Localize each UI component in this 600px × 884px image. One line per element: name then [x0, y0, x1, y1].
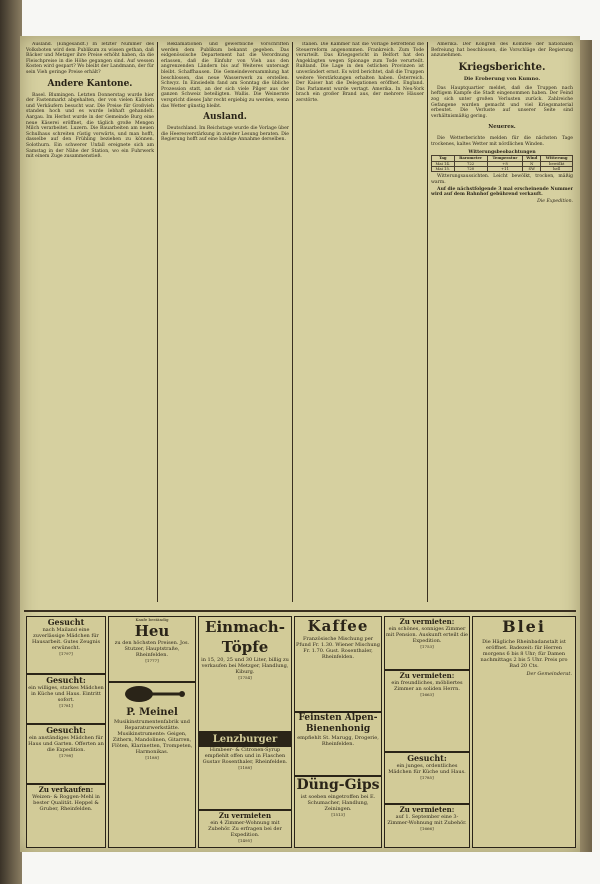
ad-footnote: [1797]: [59, 651, 73, 656]
col1-section-title: Andere Kantone.: [47, 78, 133, 89]
column-4: [431, 42, 573, 608]
ad-footnote: [1495]: [238, 838, 252, 843]
col4-notice: Auf die nächstfolgende 3 mal erscheinende Nummer wird auf dem Bahnhof gebührend verkauft.: [431, 186, 573, 198]
ad-body: auf 1. September eine 3-Zimmer-Wohnung mit Zubehör.: [387, 814, 467, 826]
violin-icon: [117, 683, 187, 705]
ad-title: Blei: [502, 617, 546, 636]
ad-title: Zu vermieten:: [399, 617, 455, 626]
ad-footnote: [1777]: [145, 658, 159, 663]
ad-body: empfiehlt St. Marugg, Drogerie, Rheinfelden.: [297, 735, 379, 747]
ad-einmach-toepfe: [198, 616, 292, 732]
table-cell: +8: [487, 161, 523, 166]
table-header: Tag: [432, 156, 455, 161]
col1-bottom-text: Basel. Blumingen. Letzten Donnerstag wurde hier der Fastenmarkt abgehalten, der von vielen Käufern und Verkäufern besucht war. Die Preise für Großvieh standen hoch und es wurde lebhaft gehandelt. Aargau. Im Herbst wurde in der Gemeinde Burg eine neue Käserei eröffnet, die täglich große Mengen Milch verarbeitet. Luzern. Die Bauarbeiten am neuen Schulhaus schreiten rüstig vorwärts, und man hofft, dasselbe auf den Frühling beziehen zu können. Solothurn. Ein schwerer Unfall ereignete sich am Samstag in der Nähe der Station, wo ein Fuhrwerk mit einem Zuge zusammenstieß.: [26, 92, 154, 160]
ad-title: Zu verkaufen:: [38, 785, 94, 794]
table-cell: 722: [454, 161, 487, 166]
ad-title: Zu vermieten:: [399, 805, 455, 814]
column-1: [26, 42, 154, 608]
ad-title: Feinsten Alpen-Bienenhonig: [298, 713, 378, 734]
weather-table: [431, 155, 573, 172]
ad-title: Kaffee: [307, 617, 369, 635]
ad-zu-vermieten-3: [384, 804, 470, 848]
ad-gesucht-maedchen-2: [26, 724, 106, 784]
ad-zu-vermieten-wohnung: [198, 810, 292, 848]
table-header: Witterung: [541, 156, 573, 161]
ad-title: Gesucht:: [46, 725, 86, 735]
col4-top-text: Amerika. Der Kongreß des Komitee der nationalen Befreiung hat beschlossen, die Vorschläge der Regierung anzunehmen.: [431, 42, 573, 59]
col4-subheading-2: Neueres.: [488, 124, 516, 131]
ad-body: ein freundliches, möbliertes Zimmer an soliden Herrn.: [391, 680, 463, 692]
col4-signature: Die Expedition.: [537, 198, 573, 204]
ad-body: nach Mailand eine zuverlässige Mädchen für Hausarbeit. Gutes Zeugnis erwünscht.: [31, 627, 101, 651]
table-header: Wind: [523, 156, 541, 161]
ad-footnote: [1188]: [238, 765, 252, 770]
table-cell: hell: [541, 166, 573, 171]
page-edge: [578, 40, 592, 852]
ad-gesucht-3: [384, 752, 470, 804]
ad-zu-vermieten-1: [384, 616, 470, 670]
ad-gesucht-mailand: [26, 616, 106, 674]
ad-footnote: [1781]: [59, 703, 73, 708]
table-cell: Mai 15.: [432, 166, 455, 171]
column-divider: [292, 42, 293, 602]
table-cell: SW: [523, 166, 541, 171]
ad-body: ein williges, starkes Mädchen in Küche und Haus. Eintritt sofort.: [28, 685, 104, 703]
ad-title: Heu: [134, 622, 170, 640]
ad-body: Französische Mischung per Pfund Fr. 1.30. Wiener Mischung Fr. 1.70. Gust. Rosenthaler, Rheinfelden.: [296, 636, 380, 660]
col4-text-2: Die Wetterberichte melden für die nächsten Tage trockenes, kaltes Wetter mit nördlichen Winden.: [431, 136, 573, 147]
col3-text: Italien. Die Kammer hat die Vorlage betreffend die Steuerreform angenommen. Frankreich. Zum Tode verurteilt. Das Kriegsgericht in Belfort hat den Angeklagten wegen Spionage zum Tode verurteilt. Rußland. Die Lage in den östlichen Provinzen ist unverändert ernst. Es wird berichtet, daß die Truppen weitere Verstärkungen erhalten haben. Österreich. Der Kaiser hat die Delegationen eröffnet. England. Das Parlament wurde vertagt. Amerika. In Neu-York brach ein großer Brand aus, der mehrere Häuser zerstörte.: [296, 42, 424, 103]
newspaper-page: [20, 36, 580, 852]
col2-bottom-text: Deutschland. Im Reichstage wurde die Vorlage über die Heeresverstärkung in zweiter Lesung beraten. Die Regierung hofft auf eine baldige Annahme derselben.: [161, 126, 289, 143]
ad-kaffee: [294, 616, 382, 712]
ad-signature: Der Gemeinderat.: [526, 671, 572, 677]
table-cell: Mai 14.: [432, 161, 455, 166]
ad-body: ein anständiges Mädchen für Haus und Garten. Offerten an die Expedition.: [28, 735, 104, 753]
col4-subheading: Die Eroberung von Kumno.: [463, 75, 541, 82]
ad-body: in 15, 20, 25 und 30 Liter, billig zu verkaufen bei Metzger, Handlung, Kiburg.: [201, 657, 289, 675]
ad-title: P. Meinel: [126, 707, 178, 718]
ad-title: Gesucht:: [407, 753, 447, 763]
ad-zu-vermieten-2: [384, 670, 470, 752]
ad-gesucht-maedchen: [26, 674, 106, 724]
table-cell: 720: [454, 166, 487, 171]
ad-body: Himbeer- & Citronen-Syrup empfiehlt offen und in Flaschen Gustav Rosenthaler, Rheinfelden.: [202, 747, 288, 765]
table-header: Barometer: [454, 156, 487, 161]
table-header: Temperatur: [487, 156, 523, 161]
ad-footnote: [1754]: [238, 675, 252, 680]
ads-divider: [24, 610, 576, 612]
col4-text: Das Hauptquartier meldet, daß die Truppen nach heftigem Kampfe die Stadt eingenommen haben. Der Feind zog sich unter großen Verlusten zurück. Zahlreiche Gefangene wurden gemacht und viel Kriegsmaterial erbeutet. Die Verluste auf unserer Seite sind verhältnismäßig gering.: [431, 85, 573, 119]
ad-body: Die Hägliche Rheinbadanstalt ist eröffnet. Badezeit: für Herren morgens 6 bis 8 Uhr; für Damen nachmittags 2 bis 5 Uhr. Preis pro Bad 20 Cts.: [480, 639, 568, 669]
ad-meinel-musikinstrumente: [108, 682, 196, 848]
column-2: [161, 42, 289, 608]
ad-lenzburger-syrup: [198, 732, 292, 810]
ad-title: Lenzburger: [199, 733, 291, 747]
ad-title: Zu vermieten: [218, 811, 272, 820]
col2-text: Reklamationen und gewerbliche Vorschriften werden dem Publikum bekannt gegeben. Das eidgenössische Departement hat die Verordnung erlassen, daß die Einfuhr von Vieh aus den angrenzenden Ländern bis auf Weiteres untersagt bleibt. Schaffhausen. Die Gemeindeversammlung hat beschlossen, das neue Wasserwerk zu erstellen. Schwyz. In Einsiedeln fand am Sonntag die übliche Prozession statt, an der sich viele Pilger aus der ganzen Schweiz beteiligten. Wallis. Die Weinernte verspricht dieses Jahr recht ergiebig zu werden, wenn das Wetter günstig bleibt.: [161, 42, 289, 109]
ad-body: ein schönes, sonniges Zimmer mit Pension. Auskunft erteilt die Expedition.: [385, 626, 469, 644]
ad-title: Gesucht: [47, 617, 85, 627]
ad-body: ein 4 Zimmer-Wohnung mit Zubehör. Zu erfragen bei der Expedition.: [208, 820, 282, 838]
table-cell: +11: [487, 166, 523, 171]
ad-body: Weizen- & Roggen-Mehl in bester Qualität. Heppel & Gruber, Rheinfelden.: [32, 794, 100, 812]
ad-duenggips: [294, 776, 382, 848]
ad-footnote: [1663]: [420, 692, 434, 697]
ad-mehl: [26, 784, 106, 848]
ad-footnote: [1188]: [145, 755, 159, 760]
col2-heading: Ausland.: [203, 112, 247, 123]
ad-footnote: [1513]: [331, 812, 345, 817]
ad-body: ist soeben eingetroffen bei E. Schumacher, Handlung, Zeiningen.: [300, 794, 376, 812]
ad-bienenhonig: [294, 712, 382, 776]
ad-footnote: [1666]: [420, 826, 434, 831]
ad-footnote: [1798]: [59, 753, 73, 758]
col4-text-3: Witterungsaussichten. Leicht bewölkt, trocken, mäßig warm.: [431, 174, 573, 185]
ad-body: Musikinstrumentenfabrik und Reparaturwerkstätte. Musikinstrumente: Geigen, Zithern, Mandolinen, Gitarren, Flöten, Klarinetten, Trompeten, Harmonikas.: [111, 719, 193, 755]
ad-title: Zu vermieten:: [399, 671, 455, 680]
column-3: [296, 42, 424, 608]
ad-title: Einmach-Töpfe: [205, 618, 285, 656]
ad-rheinbadanstalt: [472, 616, 576, 848]
ad-title: Düng-Gips: [296, 777, 380, 793]
col1-top-text: Ausland. (Eingesandt.) In letzter Nummer des Volksboten wird dem Publikum zu wissen gethan, daß Bäcker und Metzger ihre Preise erhöht haben, da die Fleischpreise in die Höhe gegangen sind. Auf wessen Kosten wird gespart? Wo bleibt der Landmann, der für sein Vieh geringe Preise erhält?: [26, 42, 154, 75]
ad-body: ein junges, ordentliches Mädchen für Küche und Haus.: [388, 763, 466, 775]
column-divider: [157, 42, 158, 602]
ad-top-line: Kaufe beständig: [135, 617, 169, 622]
ad-body: zu den höchsten Preisen. Jos. Stutzer, Hauptstraße, Rheinfelden.: [114, 640, 190, 658]
table-cell: bewölkt: [541, 161, 573, 166]
book-spine: [0, 0, 22, 884]
col4-heading: Kriegsberichte.: [458, 61, 546, 73]
ad-footnote: [1753]: [420, 644, 434, 649]
ad-heu: [108, 616, 196, 682]
weather-table-title: Witterungsbeobachtungen: [468, 149, 536, 155]
column-divider: [427, 42, 428, 602]
ad-title: Gesucht:: [46, 675, 86, 685]
ad-footnote: [1785]: [420, 775, 434, 780]
table-cell: N: [523, 161, 541, 166]
table-row: [432, 166, 573, 171]
